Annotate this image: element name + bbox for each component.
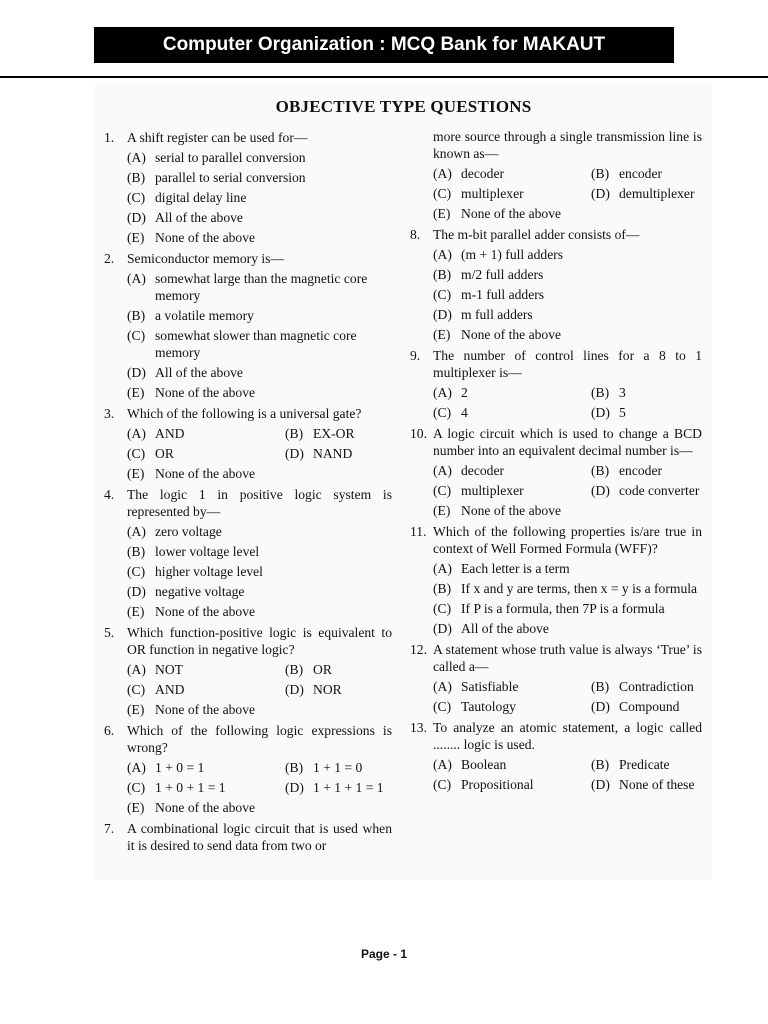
question-number: 6. xyxy=(104,723,115,738)
option-letter: (A) xyxy=(127,150,146,165)
option-text: EX-OR xyxy=(313,426,355,441)
answer-option xyxy=(127,169,392,186)
option-letter: (B) xyxy=(591,385,610,400)
option-letter: (A) xyxy=(127,426,146,441)
option-letter: (C) xyxy=(433,483,452,498)
question-text: The logic 1 in positive logic system is represented by— xyxy=(127,487,392,519)
question-text: To analyze an atomic statement, a logic called ........ logic is used. xyxy=(433,720,702,752)
answer-option xyxy=(433,306,702,323)
option-letter: (D) xyxy=(285,682,304,697)
question-item xyxy=(410,718,702,793)
option-text: None of the above xyxy=(155,385,256,400)
answer-option xyxy=(127,189,392,206)
answer-option xyxy=(433,698,591,715)
answer-option xyxy=(285,661,392,678)
left-column xyxy=(104,128,392,857)
answer-option-row xyxy=(433,404,702,421)
option-letter: (B) xyxy=(127,544,146,559)
option-text: code converter xyxy=(619,483,700,498)
option-letter: (D) xyxy=(433,307,452,322)
answer-option xyxy=(591,462,702,479)
option-text: 1 + 0 + 1 = 1 xyxy=(155,780,226,795)
option-text: 1 + 1 + 1 = 1 xyxy=(313,780,384,795)
option-text: If P is a formula, then 7P is a formula xyxy=(461,601,665,616)
option-letter: (A) xyxy=(127,760,146,775)
answer-option xyxy=(433,404,591,421)
option-text: (m + 1) full adders xyxy=(461,247,564,262)
question-text: Which of the following properties is/are true in context of Well Formed Formula (WFF)? xyxy=(433,524,702,556)
question-text: A combinational logic circuit that is used when it is desired to send data from two or xyxy=(127,821,392,853)
answer-option xyxy=(285,425,392,442)
option-text: If x and y are terms, then x = y is a formula xyxy=(461,581,698,596)
option-text: demultiplexer xyxy=(619,186,695,201)
option-letter: (E) xyxy=(433,503,451,518)
option-text: 2 xyxy=(461,385,468,400)
option-letter: (D) xyxy=(591,699,610,714)
option-letter: (A) xyxy=(433,247,452,262)
answer-option xyxy=(127,445,285,462)
question-item xyxy=(104,623,392,718)
option-letter: (E) xyxy=(127,604,145,619)
question-text: Which function-positive logic is equivalent to OR function in negative logic? xyxy=(127,625,392,657)
answer-option xyxy=(433,756,591,773)
option-text: None of the above xyxy=(155,702,256,717)
option-letter: (B) xyxy=(591,679,610,694)
option-text: multiplexer xyxy=(461,186,524,201)
option-text: None of the above xyxy=(155,230,256,245)
answer-option xyxy=(127,701,392,718)
option-letter: (D) xyxy=(591,186,610,201)
option-text: OR xyxy=(313,662,332,677)
answer-option xyxy=(433,205,702,222)
question-item xyxy=(104,485,392,620)
answer-option-row xyxy=(433,482,702,499)
right-column xyxy=(410,128,702,796)
answer-option xyxy=(433,560,702,577)
answer-option xyxy=(285,759,392,776)
answer-option xyxy=(127,384,392,401)
option-letter: (A) xyxy=(433,757,452,772)
option-letter: (C) xyxy=(127,446,146,461)
question-item xyxy=(410,225,702,343)
answer-option xyxy=(127,149,392,166)
banner-title: Computer Organization : MCQ Bank for MAKAUT xyxy=(162,34,606,55)
option-text: Predicate xyxy=(619,757,670,772)
option-text: m full adders xyxy=(461,307,533,322)
answer-option xyxy=(591,384,702,401)
option-letter: (D) xyxy=(127,210,146,225)
answer-option xyxy=(433,678,591,695)
option-letter: (C) xyxy=(127,190,146,205)
answer-option xyxy=(127,681,285,698)
answer-option xyxy=(433,286,702,303)
option-text: None of the above xyxy=(461,503,562,518)
option-text: All of the above xyxy=(461,621,549,636)
option-letter: (B) xyxy=(591,166,610,181)
answer-option xyxy=(591,185,702,202)
answer-option-row xyxy=(433,756,702,773)
option-letter: (E) xyxy=(127,466,145,481)
option-letter: (C) xyxy=(433,405,452,420)
option-text: None of the above xyxy=(155,604,256,619)
option-text: somewhat slower than magnetic core memory xyxy=(155,328,357,360)
option-letter: (A) xyxy=(127,524,146,539)
question-number: 7. xyxy=(104,821,115,836)
option-text: Satisfiable xyxy=(461,679,519,694)
answer-option xyxy=(127,209,392,226)
answer-option xyxy=(127,779,285,796)
answer-option xyxy=(433,620,702,637)
answer-option xyxy=(591,756,702,773)
question-7-options xyxy=(410,165,702,222)
question-text: The number of control lines for a 8 to 1 multiplexer is— xyxy=(433,348,702,380)
option-letter: (A) xyxy=(127,662,146,677)
option-letter: (B) xyxy=(591,463,610,478)
option-letter: (A) xyxy=(433,679,452,694)
answer-option xyxy=(433,165,591,182)
option-text: Boolean xyxy=(461,757,507,772)
answer-option xyxy=(285,445,392,462)
question-7-continuation: more source through a single transmission line is known as— xyxy=(433,129,702,161)
option-text: lower voltage level xyxy=(155,544,260,559)
option-letter: (C) xyxy=(433,186,452,201)
question-text: Which of the following logic expressions is wrong? xyxy=(127,723,392,755)
option-text: higher voltage level xyxy=(155,564,263,579)
option-text: Tautology xyxy=(461,699,516,714)
option-text: NOT xyxy=(155,662,183,677)
answer-option-row xyxy=(127,779,392,796)
option-text: AND xyxy=(155,682,185,697)
answer-option-row xyxy=(127,661,392,678)
option-text: 1 + 1 = 0 xyxy=(313,760,363,775)
option-text: 4 xyxy=(461,405,468,420)
option-text: 1 + 0 = 1 xyxy=(155,760,205,775)
header-rule xyxy=(0,76,768,78)
option-text: Compound xyxy=(619,699,680,714)
question-number: 10. xyxy=(410,426,427,441)
option-letter: (D) xyxy=(591,777,610,792)
option-text: decoder xyxy=(461,463,505,478)
option-letter: (C) xyxy=(127,564,146,579)
option-letter: (C) xyxy=(433,601,452,616)
answer-option xyxy=(433,776,591,793)
question-number: 1. xyxy=(104,130,115,145)
option-text: None of the above xyxy=(155,466,256,481)
question-item xyxy=(104,249,392,401)
option-text: Propositional xyxy=(461,777,534,792)
question-text: Which of the following is a universal gate? xyxy=(127,406,362,421)
question-number: 5. xyxy=(104,625,115,640)
option-text: decoder xyxy=(461,166,505,181)
option-letter: (C) xyxy=(127,780,146,795)
option-letter: (E) xyxy=(127,800,145,815)
answer-option xyxy=(433,600,702,617)
option-letter: (E) xyxy=(127,385,145,400)
answer-option xyxy=(433,246,702,263)
option-letter: (D) xyxy=(285,446,304,461)
answer-option xyxy=(127,543,392,560)
option-letter: (A) xyxy=(433,463,452,478)
option-text: zero voltage xyxy=(155,524,222,539)
option-letter: (E) xyxy=(433,206,451,221)
answer-option-row xyxy=(433,462,702,479)
option-text: Each letter is a term xyxy=(461,561,570,576)
option-text: All of the above xyxy=(155,210,243,225)
answer-option xyxy=(127,307,392,324)
option-letter: (B) xyxy=(127,170,146,185)
option-text: NOR xyxy=(313,682,342,697)
answer-option xyxy=(591,678,702,695)
option-text: Contradiction xyxy=(619,679,694,694)
answer-option xyxy=(433,326,702,343)
answer-option xyxy=(127,583,392,600)
answer-option-row xyxy=(433,678,702,695)
option-letter: (D) xyxy=(433,621,452,636)
page-number: Page - 1 xyxy=(360,947,408,961)
answer-option-row xyxy=(433,776,702,793)
question-item xyxy=(104,128,392,246)
scanned-page xyxy=(95,84,712,880)
answer-option xyxy=(127,759,285,776)
option-text: None of the above xyxy=(461,206,562,221)
answer-option xyxy=(127,364,392,381)
answer-option xyxy=(127,603,392,620)
option-text: 3 xyxy=(619,385,626,400)
option-letter: (C) xyxy=(433,699,452,714)
question-item xyxy=(410,424,702,519)
question-text: A logic circuit which is used to change a BCD number into an equivalent decimal number is— xyxy=(433,426,702,458)
option-letter: (D) xyxy=(127,584,146,599)
option-letter: (A) xyxy=(433,561,452,576)
question-number: 4. xyxy=(104,487,115,502)
answer-option-row xyxy=(127,759,392,776)
option-letter: (B) xyxy=(285,662,304,677)
option-letter: (B) xyxy=(285,426,304,441)
option-text: encoder xyxy=(619,166,663,181)
option-letter: (E) xyxy=(127,230,145,245)
option-letter: (B) xyxy=(433,581,452,596)
question-text: Semiconductor memory is— xyxy=(127,251,285,266)
answer-option xyxy=(591,776,702,793)
question-item xyxy=(410,346,702,421)
option-letter: (C) xyxy=(127,328,146,343)
question-number: 9. xyxy=(410,348,421,363)
answer-option-row xyxy=(433,185,702,202)
question-text: The m-bit parallel adder consists of— xyxy=(433,227,640,242)
answer-option xyxy=(127,563,392,580)
option-letter: (B) xyxy=(285,760,304,775)
option-text: a volatile memory xyxy=(155,308,254,323)
option-text: None of the above xyxy=(155,800,256,815)
option-text: None of these xyxy=(619,777,695,792)
answer-option xyxy=(591,698,702,715)
answer-option xyxy=(127,661,285,678)
option-text: encoder xyxy=(619,463,663,478)
answer-option xyxy=(127,229,392,246)
answer-option xyxy=(433,462,591,479)
option-letter: (B) xyxy=(591,757,610,772)
answer-option-row xyxy=(127,681,392,698)
section-heading: OBJECTIVE TYPE QUESTIONS xyxy=(275,97,532,116)
answer-option-row xyxy=(127,445,392,462)
option-letter: (E) xyxy=(433,327,451,342)
option-text: m-1 full adders xyxy=(461,287,545,302)
option-letter: (C) xyxy=(433,777,452,792)
option-letter: (D) xyxy=(591,405,610,420)
option-letter: (A) xyxy=(433,385,452,400)
option-text: NAND xyxy=(313,446,353,461)
answer-option xyxy=(591,404,702,421)
question-item xyxy=(104,721,392,816)
answer-option xyxy=(285,681,392,698)
answer-option xyxy=(433,502,702,519)
option-text: 5 xyxy=(619,405,626,420)
question-number: 8. xyxy=(410,227,421,242)
option-letter: (D) xyxy=(127,365,146,380)
option-text: multiplexer xyxy=(461,483,524,498)
option-text: somewhat large than the magnetic core memory xyxy=(155,271,368,303)
option-letter: (C) xyxy=(433,287,452,302)
answer-option-row xyxy=(433,384,702,401)
option-letter: (E) xyxy=(127,702,145,717)
option-letter: (B) xyxy=(127,308,146,323)
answer-option xyxy=(433,580,702,597)
question-number: 2. xyxy=(104,251,115,266)
option-letter: (C) xyxy=(127,682,146,697)
option-text: None of the above xyxy=(461,327,562,342)
question-item xyxy=(410,522,702,637)
option-letter: (A) xyxy=(433,166,452,181)
option-text: parallel to serial conversion xyxy=(155,170,306,185)
option-text: m/2 full adders xyxy=(461,267,544,282)
option-text: All of the above xyxy=(155,365,243,380)
answer-option xyxy=(127,465,392,482)
option-letter: (B) xyxy=(433,267,452,282)
option-letter: (A) xyxy=(127,271,146,286)
question-item xyxy=(104,404,392,482)
answer-option-row xyxy=(127,425,392,442)
answer-option xyxy=(127,327,392,361)
option-letter: (D) xyxy=(285,780,304,795)
answer-option xyxy=(591,165,702,182)
question-number: 3. xyxy=(104,406,115,421)
answer-option xyxy=(127,799,392,816)
answer-option xyxy=(433,482,591,499)
answer-option xyxy=(127,523,392,540)
answer-option-row xyxy=(433,698,702,715)
answer-option xyxy=(591,482,702,499)
question-item xyxy=(410,640,702,715)
question-number: 11. xyxy=(410,524,427,539)
answer-option xyxy=(127,425,285,442)
document-banner xyxy=(94,27,674,63)
question-item xyxy=(104,819,392,856)
option-text: AND xyxy=(155,426,185,441)
question-number: 13. xyxy=(410,720,427,735)
option-text: serial to parallel conversion xyxy=(155,150,306,165)
question-number: 12. xyxy=(410,642,427,657)
answer-option xyxy=(433,384,591,401)
answer-option xyxy=(127,270,392,304)
question-text: A statement whose truth value is always ‘True’ is called a— xyxy=(433,642,702,674)
option-text: OR xyxy=(155,446,174,461)
answer-option xyxy=(433,266,702,283)
option-letter: (D) xyxy=(591,483,610,498)
option-text: negative voltage xyxy=(155,584,245,599)
option-text: digital delay line xyxy=(155,190,247,205)
answer-option xyxy=(433,185,591,202)
answer-option xyxy=(285,779,392,796)
question-text: A shift register can be used for— xyxy=(127,130,308,145)
answer-option-row xyxy=(433,165,702,182)
